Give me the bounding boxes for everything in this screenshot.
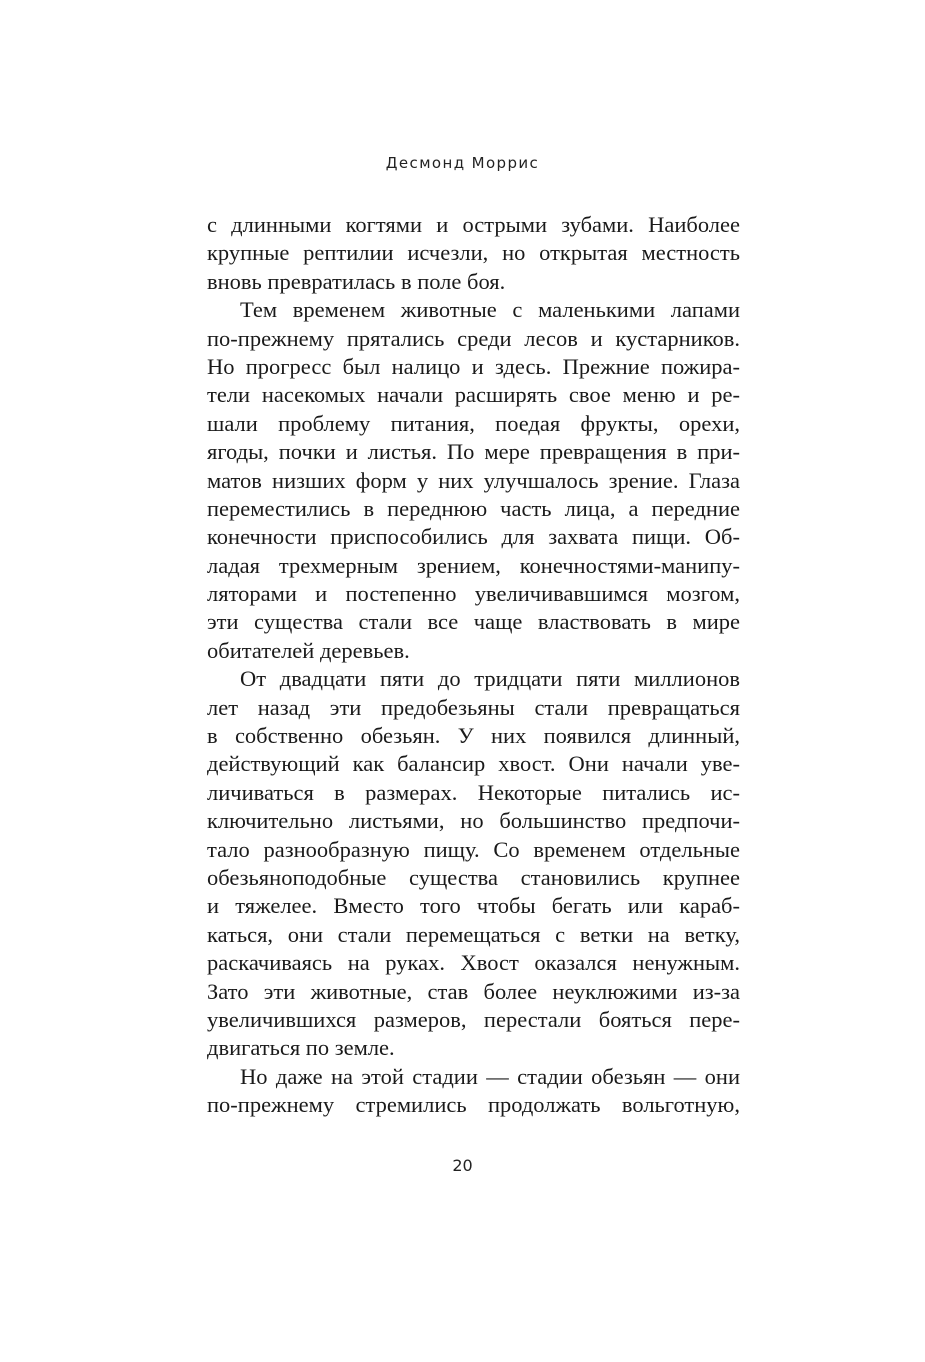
text-line: увеличившихся размеров, перестали бояться пере- [207, 1006, 740, 1032]
text-line: эти существа стали все чаще властвовать в мире [207, 609, 740, 635]
text-line: по-прежнему прятались среди лесов и кустарников. [207, 325, 740, 351]
text-line: с длинными когтями и острыми зубами. Наиболее [207, 212, 740, 237]
text-line: лет назад эти предобезьяны стали превращаться [207, 694, 740, 720]
text-line: раскачиваясь на руках. Хвост оказался ненужным. [207, 950, 740, 976]
text-line: От двадцати пяти до тридцати пяти миллионов [240, 666, 740, 692]
text-line: тало разнообразную пищу. Со временем отдельные [207, 836, 740, 862]
text-line: Тем временем животные с маленькими лапами [240, 297, 740, 323]
text-line: действующий как балансир хвост. Они начали уве- [207, 751, 740, 777]
text-line: обезьяноподобные существа становились крупнее [207, 864, 740, 890]
text-line: обитателей деревьев. [207, 637, 410, 663]
text-line: шали проблему питания, поедая фрукты, орехи, [207, 410, 740, 436]
text-line: крупные рептилии исчезли, но открытая местность [207, 240, 740, 266]
body-text [207, 211, 740, 1120]
text-line: Но прогресс был налицо и здесь. Прежние пожира- [207, 353, 740, 379]
text-line: Но даже на этой стадии — стадии обезьян — они [240, 1063, 740, 1089]
text-line: Зато эти животные, став более неуклюжими из-за [207, 978, 740, 1004]
text-line: тели насекомых начали расширять свое меню и ре- [207, 382, 740, 408]
text-line: ладая трехмерным зрением, конечностями-манипу- [207, 552, 740, 578]
text-line: конечности приспособились для захвата пищи. Об- [207, 524, 740, 550]
text-line: ягоды, почки и листья. По мере превращения в при- [207, 439, 740, 465]
text-line: по-прежнему стремились продолжать вольготную, [207, 1092, 740, 1118]
text-line: каться, они стали перемещаться с ветки на ветку, [207, 921, 740, 947]
text-line: ляторами и постепенно увеличивавшимся мозгом, [207, 581, 740, 607]
text-line: в собственно обезьян. У них появился длинный, [207, 723, 740, 749]
text-line: вновь превратилась в поле боя. [207, 268, 506, 294]
page-number: 20 [452, 1156, 473, 1175]
text-line: матов низших форм у них улучшалось зрение. Глаза [207, 467, 740, 493]
text-line: ключительно листьями, но большинство предпочи- [207, 808, 740, 834]
text-line: и тяжелее. Вместо того чтобы бегать или караб- [207, 893, 740, 919]
running-head: Десмонд Моррис [385, 154, 540, 172]
text-line: личиваться в размерах. Некоторые питались ис- [207, 779, 740, 805]
text-line: двигаться по земле. [207, 1035, 395, 1061]
text-line: переместились в переднюю часть лица, а передние [207, 495, 740, 521]
